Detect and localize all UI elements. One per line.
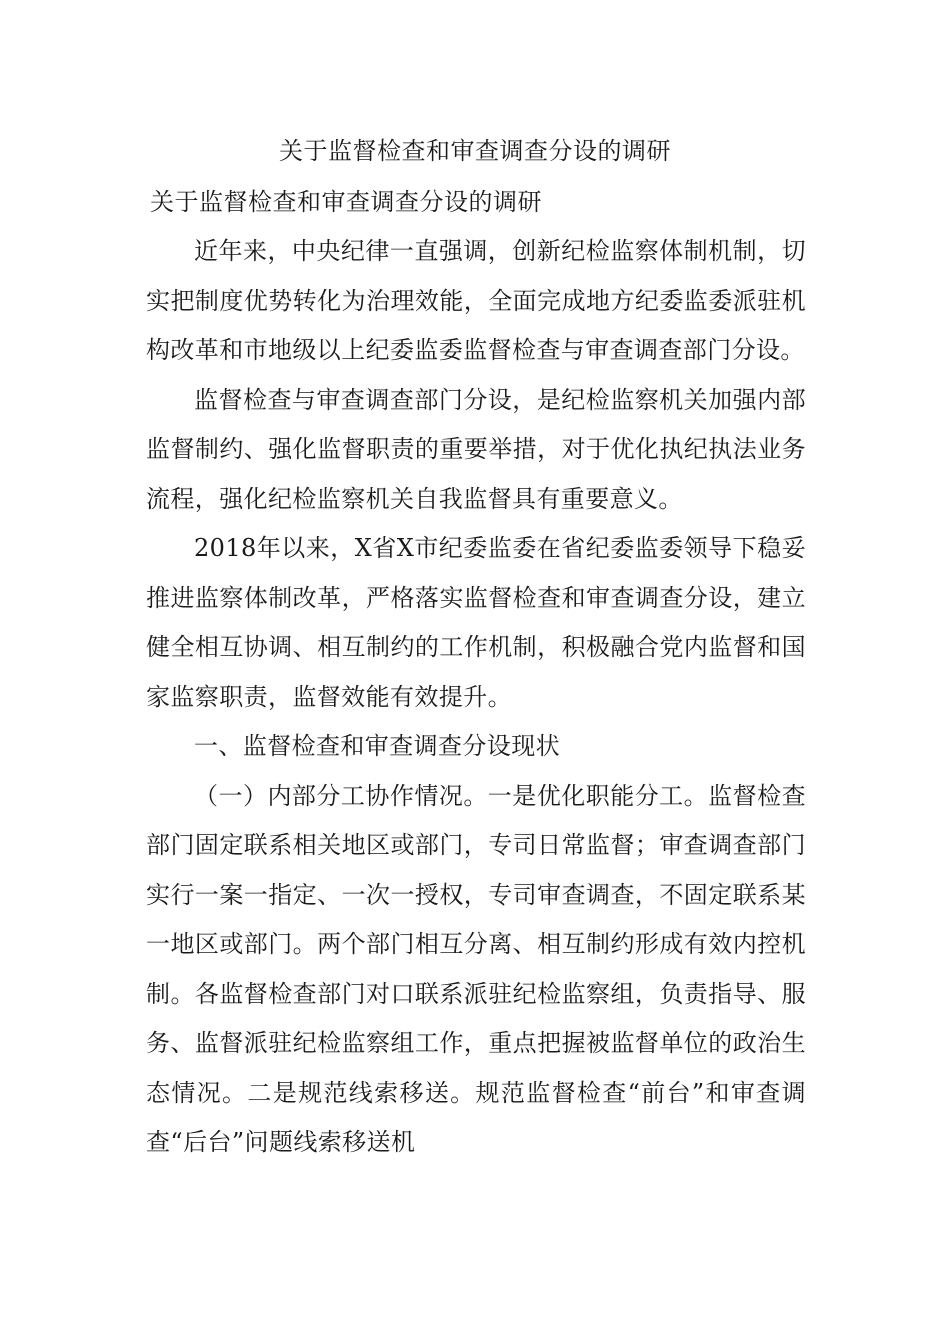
document-subtitle: 关于监督检查和审查调查分设的调研 — [150, 188, 542, 216]
paragraph-significance: 监督检查与审查调查部门分设，是纪检监察机关加强内部监督制约、强化监督职责的重要举措，对于优化执纪执法业务流程，强化纪检监察机关自我监督具有重要意义。 — [146, 385, 806, 513]
document-title: 关于监督检查和审查调查分设的调研 — [279, 137, 671, 165]
paragraph-intro: 近年来，中央纪律一直强调，创新纪检监察体制机制，切实把制度优势转化为治理效能，全面完成地方纪委监委派驻机构改革和市地级以上纪委监委监督检查与审查调查部门分设。 — [146, 237, 806, 364]
paragraph-since-2018: 2018年以来，X省X市纪委监委在省纪委监委领导下稳妥推进监察体制改革，严格落实监督检查和审查调查分设，建立健全相互协调、相互制约的工作机制，积极融合党内监督和国家监察职责，监督效能有效提升。 — [146, 534, 806, 711]
section-heading-status: 一、监督检查和审查调查分设现状 — [194, 732, 560, 760]
document-body — [146, 227, 806, 1168]
paragraph-division-of-labor: （一）内部分工协作情况。一是优化职能分工。监督检查部门固定联系相关地区或部门，专司日常监督；审查调查部门实行一案一指定、一次一授权，专司审查调查，不固定联系某一地区或部门。两个部门相互分离、相互制约形成有效内控机制。各监督检查部门对口联系派驻纪检监察组，负责指导、服务、监督派驻纪检监察组工作，重点把握被监督单位的政治生态情况。二是规范线索移送。规范监督检查“前台”和审查调查“后台”问题线索移送机 — [146, 781, 806, 1156]
